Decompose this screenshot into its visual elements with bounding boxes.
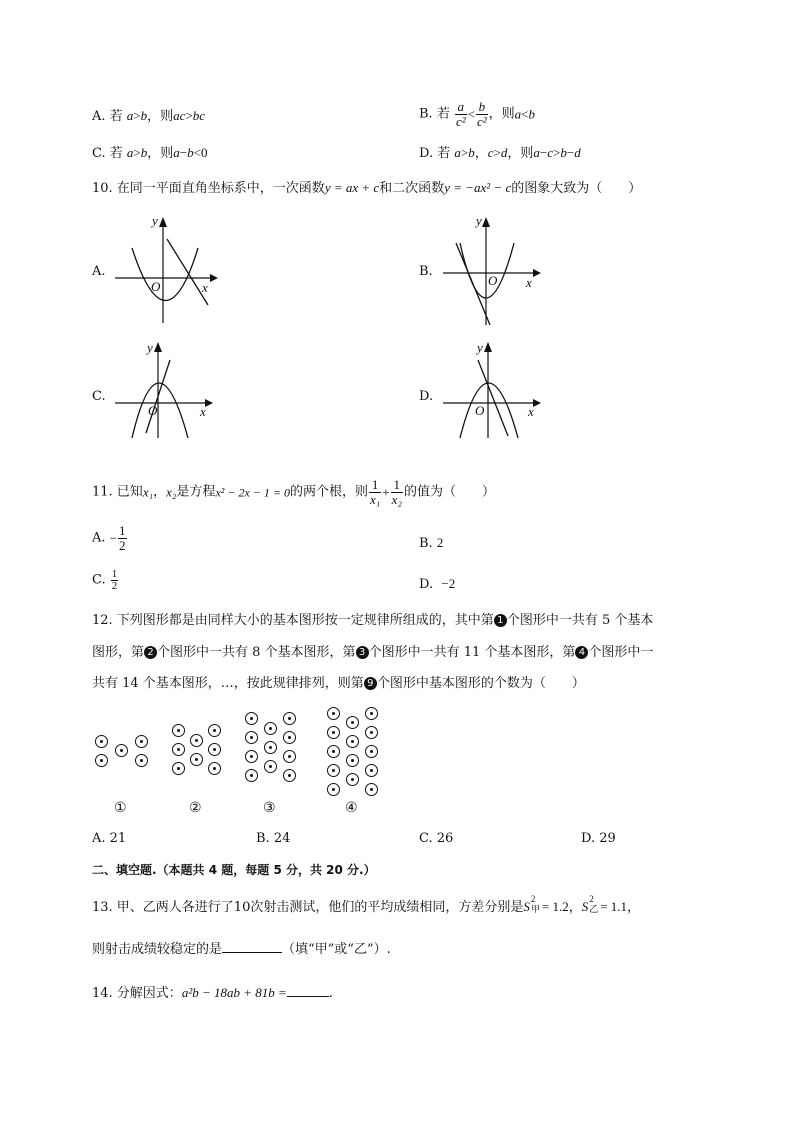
q10-graph-a	[110, 213, 220, 328]
math-op: −	[179, 145, 188, 160]
q9-b-frac2	[476, 100, 488, 129]
frac-num: a	[455, 100, 467, 115]
math-var: b	[140, 145, 148, 160]
math-var: a	[533, 145, 540, 160]
q11-d-label: D.	[419, 577, 434, 592]
axis-y-label: y	[147, 340, 153, 355]
dot-circle-icon	[365, 745, 378, 758]
math-op: >	[553, 145, 561, 160]
math-var: S	[523, 899, 530, 914]
frac-num: b	[476, 100, 488, 115]
dot-circle-icon	[190, 734, 203, 747]
origin-label: O	[151, 279, 161, 294]
dot-circle-icon	[264, 741, 277, 754]
frac-den: c²	[476, 114, 487, 129]
q12-figure-2-label: ②	[189, 800, 202, 816]
q12-text: 个图形中基本图形的个数为（ ）	[376, 676, 585, 691]
math-var: a	[126, 145, 134, 160]
dot-circle-icon	[346, 754, 359, 767]
dot-circle-icon	[346, 773, 359, 786]
axis-x-label: x	[200, 404, 206, 419]
q9-b-then: ，则	[488, 106, 515, 122]
q13-s1-value: = 1.2	[541, 899, 569, 914]
q13-text: 则射击成绩较稳定的是	[92, 942, 223, 957]
section-title: 二、填空题.（本题共 4 题，每题 5 分，共 20 分.）	[92, 863, 376, 877]
q10-option-a-label: A.	[92, 264, 106, 279]
q13-line-2	[92, 941, 391, 956]
dot-circle-icon	[346, 735, 359, 748]
dot-circle-icon	[365, 783, 378, 796]
q12-text: 个图形中一	[588, 645, 654, 660]
parabola-curve	[460, 383, 518, 438]
math-var: ac	[173, 108, 186, 123]
q9-a-then: ，则	[147, 109, 174, 124]
math-op: −	[539, 145, 548, 160]
dot-circle-icon	[190, 753, 203, 766]
dot-circle-icon	[327, 745, 340, 758]
circled-number: 9	[364, 677, 377, 690]
dot-circle-icon	[208, 743, 221, 756]
q10-quadratic-formula: y = −ax² − c	[444, 180, 512, 195]
axis-y-label: y	[477, 340, 483, 355]
dot-circle-icon	[327, 707, 340, 720]
dot-circle-icon	[346, 716, 359, 729]
q12-option-d: D. 29	[581, 831, 616, 846]
axis-y-label: y	[476, 213, 482, 228]
math-var: bc	[192, 108, 206, 123]
q11-a-frac	[118, 524, 127, 553]
q11-stem-text: 的值为（ ）	[403, 484, 495, 500]
q12-text: 图形，第	[92, 645, 145, 660]
q11-b-value: 2	[436, 535, 444, 550]
q10-graph-c	[110, 338, 220, 443]
dot-circle-icon	[264, 760, 277, 773]
math-num: 0	[200, 145, 208, 160]
q9-b-label: B. 若	[419, 106, 450, 122]
line-graph	[167, 239, 208, 305]
q13-s2-value: = 1.1，	[600, 899, 641, 914]
math-var: d	[500, 145, 508, 160]
q12-figure-3-label: ③	[263, 800, 276, 816]
math-var: b	[468, 145, 475, 160]
math-var: a	[514, 106, 522, 122]
frac-num: 1	[391, 478, 403, 493]
math-op: <	[521, 106, 529, 122]
dot-circle-icon	[135, 735, 148, 748]
q12-option-a: A. 21	[92, 831, 127, 846]
q13-s1-scripts	[530, 894, 542, 915]
dot-circle-icon	[327, 764, 340, 777]
q12-line-2	[92, 646, 653, 659]
q12-line-1	[92, 614, 653, 627]
circled-number: 4	[575, 646, 588, 659]
q9-d-label: D. 若	[419, 146, 451, 161]
dot-circle-icon	[365, 726, 378, 739]
math-op: >	[133, 145, 141, 160]
math-op: >	[460, 145, 469, 160]
math-var: d	[574, 145, 581, 160]
q11-option-a	[92, 524, 128, 553]
math-var: x₁	[142, 484, 154, 500]
q12-text: 个图形中一共有 5 个基本	[506, 613, 654, 628]
q11-stem-text: 11. 已知	[92, 484, 143, 500]
q9-d-comma: ，	[474, 146, 488, 161]
dot-circle-icon	[208, 762, 221, 775]
q9-option-a	[92, 109, 205, 123]
q9-option-d	[419, 146, 581, 160]
q12-figure-1-label: ①	[114, 800, 127, 816]
dot-circle-icon	[172, 743, 185, 756]
math-op: +	[382, 484, 390, 500]
q11-a-label: A.	[92, 530, 106, 546]
q13-text: （填“甲”或“乙”）.	[282, 942, 391, 957]
math-op: >	[133, 108, 141, 123]
q9-c-label: C. 若	[92, 146, 123, 161]
q9-b-frac1	[455, 100, 467, 129]
origin-label: O	[148, 403, 158, 418]
line-graph	[456, 243, 490, 325]
math-op: >	[493, 145, 501, 160]
q14-text: 14. 分解因式：	[92, 986, 182, 1001]
dot-circle-icon	[283, 750, 296, 763]
dot-circle-icon	[365, 764, 378, 777]
dot-circle-icon	[327, 726, 340, 739]
q12-option-c: C. 26	[419, 831, 454, 846]
q14-end: .	[328, 986, 333, 1001]
subscript: 乙	[589, 905, 599, 915]
q10-stem-text: 和二次函数	[379, 181, 445, 196]
dot-circle-icon	[245, 769, 258, 782]
q11-equation: x² − 2x − 1 = 0	[215, 485, 290, 500]
q11-option-b	[419, 536, 443, 550]
math-var: b	[187, 145, 194, 160]
q13-line-1	[92, 894, 641, 915]
dot-circle-icon	[95, 754, 108, 767]
dot-circle-icon	[245, 712, 258, 725]
q14-stem	[92, 985, 333, 1000]
superscript: 2	[530, 894, 536, 904]
axis-x-label: x	[526, 275, 532, 290]
circled-number: 3	[356, 646, 369, 659]
q13-comma: ，	[568, 900, 582, 915]
origin-label: O	[475, 403, 485, 418]
q11-stem	[92, 478, 495, 507]
math-op: <	[193, 145, 201, 160]
dot-circle-icon	[283, 712, 296, 725]
q12-text: 12. 下列图形都是由同样大小的基本图形按一定规律所组成的，其中第	[92, 613, 494, 628]
axis-x-label: x	[202, 280, 208, 295]
q11-c-label: C.	[92, 572, 106, 588]
math-var: b	[560, 145, 567, 160]
q12-text: 个图形中一共有 8 个基本图形，第	[157, 645, 356, 660]
dot-circle-icon	[95, 735, 108, 748]
q10-stem	[92, 181, 641, 195]
q12-option-b: B. 24	[256, 831, 291, 846]
q10-option-c-label: C.	[92, 389, 106, 404]
axis-y-label: y	[152, 213, 158, 228]
math-var: a	[126, 108, 134, 123]
answer-blank[interactable]	[287, 985, 329, 997]
dot-circle-icon	[264, 722, 277, 735]
math-var: a	[454, 145, 461, 160]
parabola-curve	[132, 248, 198, 301]
math-op: >	[185, 108, 193, 123]
q9-option-b	[419, 100, 535, 129]
q11-c-frac	[111, 569, 119, 592]
circled-number: 2	[144, 646, 157, 659]
q11-option-c	[92, 569, 119, 592]
dot-circle-icon	[245, 731, 258, 744]
q9-a-label: A. 若	[92, 109, 123, 124]
dot-circle-icon	[172, 724, 185, 737]
frac-num: 1	[119, 523, 126, 538]
math-var: x₂	[166, 484, 177, 500]
q11-frac1	[369, 478, 381, 507]
frac-den: 2	[119, 538, 126, 553]
subscript: 甲	[530, 905, 540, 915]
math-var: a	[173, 145, 180, 160]
q11-d-value: −2	[441, 576, 456, 591]
math-var: c	[547, 145, 553, 160]
frac-den: x₁	[370, 492, 381, 507]
q10-option-b-label: B.	[419, 264, 433, 279]
math-op: −	[566, 145, 575, 160]
q11-b-label: B.	[419, 536, 433, 551]
frac-num: 1	[369, 478, 381, 493]
q12-figure-4-label: ④	[345, 800, 358, 816]
q10-option-d-label: D.	[419, 389, 434, 404]
q10-graph-d	[438, 338, 548, 443]
math-op: <	[467, 106, 475, 122]
q9-d-then: ，则	[507, 146, 534, 161]
q11-stem-text: 是方程	[176, 484, 216, 500]
dot-circle-icon	[327, 783, 340, 796]
circled-number: 1	[494, 614, 507, 627]
frac-den: 2	[111, 580, 118, 592]
q10-stem-text: 的图象大致为（ ）	[511, 181, 642, 196]
q10-linear-formula: y = ax + c	[324, 180, 380, 195]
q14-expression: a²b − 18ab + 81b =	[181, 985, 287, 1000]
axis-x-label: x	[528, 404, 534, 419]
q12-line-3	[92, 677, 585, 690]
origin-label: O	[488, 273, 498, 288]
dot-circle-icon	[365, 707, 378, 720]
math-op: −	[109, 530, 118, 546]
superscript: 2	[589, 894, 594, 904]
q12-text: 个图形中一共有 11 个基本图形，第	[368, 645, 576, 660]
dot-circle-icon	[283, 769, 296, 782]
dot-circle-icon	[172, 762, 185, 775]
math-var: b	[528, 106, 536, 122]
q10-graph-b	[438, 213, 548, 328]
frac-den: c²	[455, 114, 466, 129]
q9-option-c	[92, 146, 207, 160]
q11-frac2	[391, 478, 403, 507]
math-var: c	[487, 145, 494, 160]
q11-sep: ，	[153, 484, 167, 500]
dot-circle-icon	[245, 750, 258, 763]
dot-circle-icon	[208, 724, 221, 737]
dot-circle-icon	[283, 731, 296, 744]
frac-den: x₂	[391, 492, 402, 507]
answer-blank[interactable]	[222, 941, 282, 953]
q10-stem-text: 10. 在同一平面直角坐标系中，一次函数	[92, 181, 325, 196]
q11-stem-text: 的两个根，则	[289, 484, 368, 500]
q13-s2-scripts	[588, 894, 600, 915]
dot-circle-icon	[115, 744, 128, 757]
math-var: b	[140, 108, 148, 123]
math-var: S	[581, 899, 589, 914]
frac-num: 1	[111, 568, 118, 580]
q13-text: 13. 甲、乙两人各进行了10次射击测试，他们的平均成绩相同，方差分别是	[92, 900, 524, 915]
dot-circle-icon	[135, 754, 148, 767]
q11-option-d	[419, 577, 455, 591]
q12-text: 共有 14 个基本图形，…，按此规律排列，则第	[92, 676, 364, 691]
q9-c-then: ，则	[147, 146, 174, 161]
